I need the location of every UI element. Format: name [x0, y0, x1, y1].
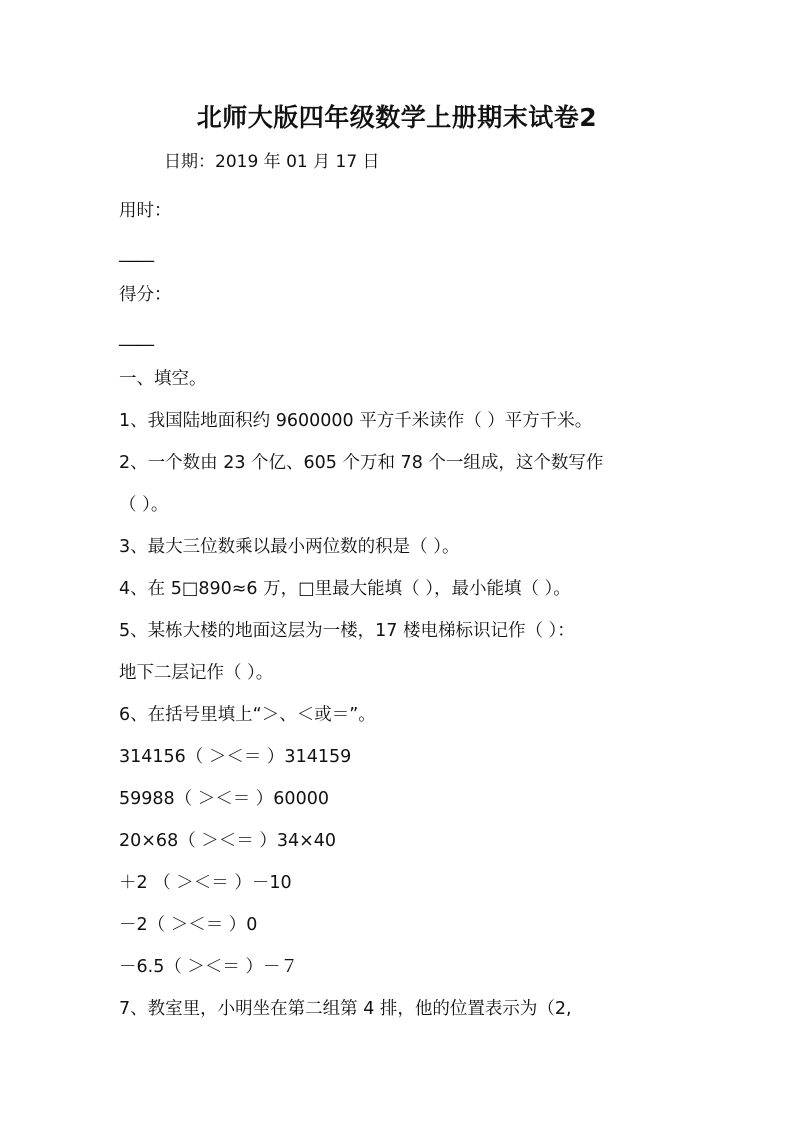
question-4: 4、在 5□890≈6 万，□里最大能填（ ），最小能填（ ）。	[119, 579, 571, 599]
time-used-label: 用时：	[119, 201, 172, 221]
question-2-line-2: （ ）。	[119, 495, 169, 515]
question-3: 3、最大三位数乘以最小两位数的积是（ ）。	[119, 537, 460, 557]
question-6-instruction: 6、在括号里填上“＞、＜或＝”。	[119, 705, 376, 725]
comparison-item-1: 314156（ ＞＜＝ ）314159	[119, 747, 352, 767]
comparison-item-2: 59988（ ＞＜＝ ）60000	[119, 789, 329, 809]
question-5-line-2: 地下二层记作（ ）。	[119, 663, 274, 683]
document-body	[119, 190, 689, 1030]
comparison-item-6: －6.5（ ＞＜＝ ）－７	[119, 957, 298, 977]
comparison-item-3: 20×68（ ＞＜＝ ）34×40	[119, 831, 337, 851]
time-used-blank: ____	[119, 243, 154, 263]
comparison-item-5: －2（ ＞＜＝ ）0	[119, 915, 258, 935]
question-7-line-1: 7、教室里，小明坐在第二组第 4 排，他的位置表示为（2,	[119, 999, 572, 1019]
question-2-line-1: 2、一个数由 23 个亿、605 个万和 78 个一组成，这个数写作	[119, 453, 604, 473]
question-5-line-1: 5、某栋大楼的地面这层为一楼，17 楼电梯标识记作（ ）：	[119, 621, 575, 641]
question-1: 1、我国陆地面积约 9600000 平方千米读作（ ）平方千米。	[119, 411, 593, 431]
document-title: 北师大版四年级数学上册期末试卷2	[196, 103, 598, 132]
exam-date: 日期：2019 年 01 月 17 日	[164, 152, 380, 172]
score-label: 得分：	[119, 285, 172, 305]
section-heading: 一、填空。	[119, 369, 207, 389]
comparison-item-4: ＋2 （ ＞＜＝ ）－10	[119, 873, 292, 893]
score-blank: ____	[119, 327, 154, 347]
